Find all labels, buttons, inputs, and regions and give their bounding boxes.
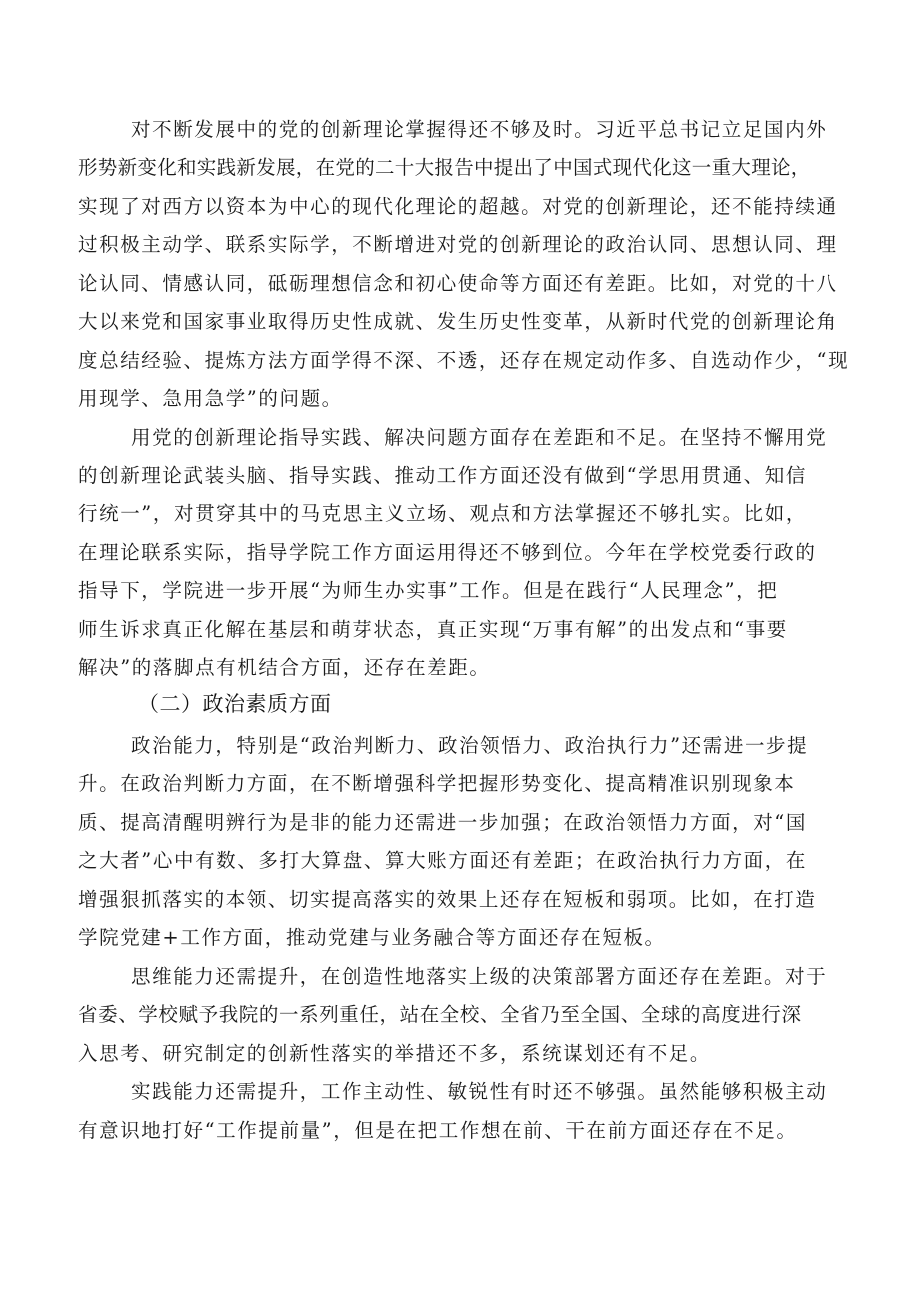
paragraph-line: 升。在政治判断力方面，在不断增强科学把握形势变化、提高精准识别现象本	[78, 772, 796, 795]
paragraph-line: 论认同、情感认同，砥砺理想信念和初心使命等方面还有差距。比如，对党的十八	[78, 272, 838, 295]
paragraph-line: 在理论联系实际，指导学院工作方面运用得还不够到位。今年在学校党委行政的	[78, 541, 817, 564]
section-heading: （二）政治素质方面	[138, 692, 332, 716]
paragraph-line: 政治能力，特别是“政治判断力、政治领悟力、政治执行力”还需进一步提	[131, 734, 809, 757]
paragraph-line: 指导下，学院进一步开展“为师生办实事”工作。但是在践行“人民理念”，把	[78, 579, 779, 602]
paragraph-line: 省委、学校赋予我院的一系列重任，站在全校、全省乃至全国、全球的高度进行深	[78, 1003, 802, 1026]
paragraph-line: 质、提高清醒明辨行为是非的能力还需进一步加强；在政治领悟力方面，对“国	[78, 811, 807, 834]
paragraph-line: 行统一”，对贯穿其中的马克思主义立场、观点和方法掌握还不够扎实。比如，	[78, 502, 807, 525]
paragraph-line: 学院党建+工作方面，推动党建与业务融合等方面还存在短板。	[78, 926, 666, 949]
paragraph-line: 增强狠抓落实的本领、切实提高落实的效果上还存在短板和弱项。比如，在打造	[78, 888, 817, 911]
paragraph-line: 过积极主动学、联系实际学，不断增进对党的创新理论的政治认同、思想认同、理	[78, 233, 838, 256]
paragraph-line: 用党的创新理论指导实践、解决问题方面存在差距和不足。在坚持不懈用党	[131, 426, 828, 449]
paragraph-line: 之大者”心中有数、多打大算盘、算大账方面还有差距；在政治执行力方面，在	[78, 849, 807, 872]
paragraph-line: 解决”的落脚点有机结合方面，还存在差距。	[78, 656, 491, 679]
paragraph-line: 思维能力还需提升，在创造性地落实上级的决策部署方面还存在差距。对于	[131, 965, 828, 988]
paragraph-line: 对不断发展中的党的创新理论掌握得还不够及时。习近平总书记立足国内外	[131, 118, 828, 141]
paragraph-line: 用现学、急用急学”的问题。	[78, 387, 343, 410]
paragraph-line: 实现了对西方以资本为中心的现代化理论的超越。对党的创新理论，还不能持续通	[78, 195, 838, 218]
paragraph-line: 大以来党和国家事业取得历史性成就、发生历史性变革，从新时代党的创新理论角	[78, 310, 838, 333]
paragraph-line: 入思考、研究制定的创新性落实的举措还不多，系统谋划还有不足。	[78, 1042, 712, 1065]
paragraph-line: 的创新理论武装头脑、指导实践、推动工作方面还没有做到“学思用贯通、知信	[78, 464, 807, 487]
paragraph-line: 有意识地打好“工作提前量”，但是在把工作想在前、干在前方面还存在不足。	[78, 1119, 798, 1142]
paragraph-line: 师生诉求真正化解在基层和萌芽状态，真正实现“万事有解”的出发点和“事要	[78, 618, 788, 641]
paragraph-line: 实践能力还需提升，工作主动性、敏锐性有时还不够强。虽然能够积极主动	[131, 1080, 828, 1103]
paragraph-line: 形势新变化和实践新发展，在党的二十大报告中提出了中国式现代化这一重大理论，	[78, 156, 811, 179]
paragraph-line: 度总结经验、提炼方法方面学得不深、不透，还存在规定动作多、自选动作少，“现	[78, 349, 850, 372]
